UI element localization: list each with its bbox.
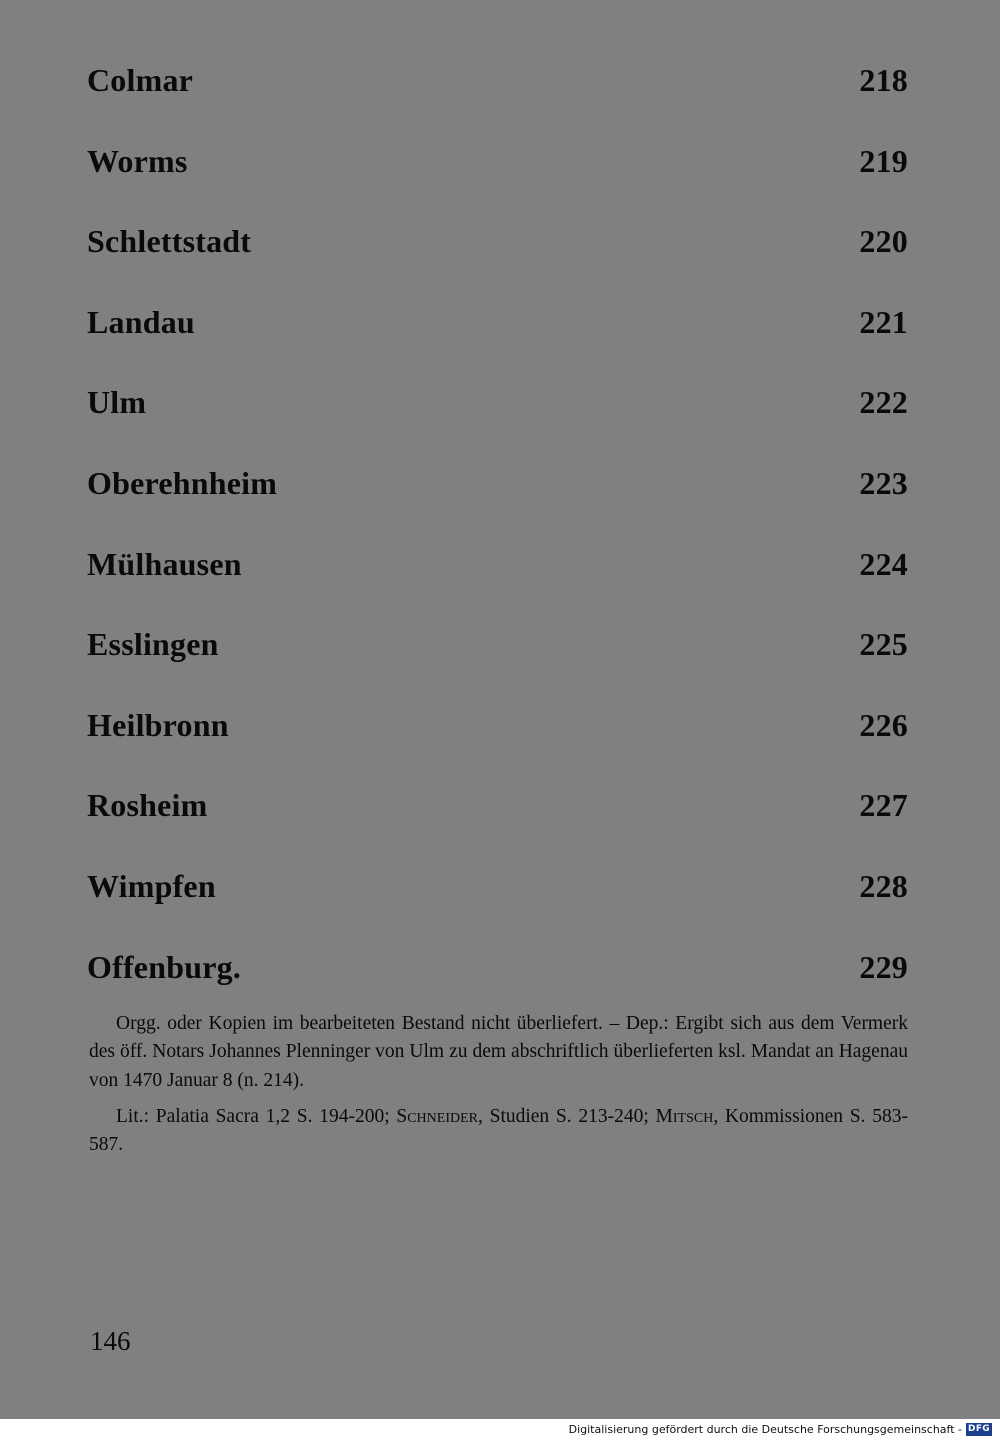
list-item (87, 539, 910, 620)
entry-number: 226 (859, 706, 908, 743)
entry-name: Schlettstadt (87, 223, 252, 260)
entry-name: Rosheim (87, 787, 208, 824)
list-item (87, 297, 910, 378)
author-name: Mitsch (655, 1105, 714, 1127)
entry-name: Mülhausen (87, 545, 242, 582)
recipient-list (87, 55, 910, 1022)
entry-number: 224 (859, 545, 908, 582)
dfg-logo: DFG (966, 1423, 992, 1436)
entry-number: 225 (859, 626, 908, 663)
entry-name: Oberehnheim (87, 464, 278, 501)
entry-name: Wimpfen (87, 867, 216, 904)
provenance-note: Orgg. oder Kopien im bearbeiteten Bestand nicht überliefert. – Dep.: Ergibt sich aus dem Vermerk des öff. Notars Johannes Plenninger von Ulm zu dem abschriftlich überlieferten ksl. Mandat an Hagenau von 1470 Januar 8 (n. 214). (89, 1013, 908, 1091)
entry-name: Ulm (87, 384, 147, 421)
entry-name: Colmar (87, 62, 194, 98)
entry-name: Esslingen (87, 626, 219, 663)
literature-text: Lit.: Palatia Sacra 1,2 S. 194-200; (116, 1105, 397, 1127)
list-item (87, 619, 910, 700)
entry-number: 220 (859, 223, 908, 260)
digitization-footer (569, 1421, 992, 1437)
list-item (87, 377, 910, 458)
entry-number: 227 (859, 787, 908, 824)
list-item (87, 458, 910, 539)
author-name: Schneider (396, 1105, 478, 1127)
footer-text: Digitalisierung gefördert durch die Deutsche Forschungsgemeinschaft - (568, 1422, 962, 1436)
entry-number: 223 (859, 464, 908, 501)
entry-number: 221 (859, 303, 908, 340)
literature-text: , Kommissionen S. 583-587. (89, 1105, 908, 1156)
entry-number: 229 (859, 948, 908, 985)
page-number: 146 (90, 1326, 131, 1356)
entry-name: Offenburg. (87, 948, 241, 985)
list-item (87, 136, 910, 217)
list-item (87, 216, 910, 297)
literature-note (89, 1103, 908, 1160)
list-item (87, 55, 910, 136)
editorial-notes (89, 1010, 908, 1159)
literature-text: , Studien S. 213-240; (477, 1105, 656, 1127)
entry-name: Heilbronn (87, 706, 229, 743)
entry-number: 219 (859, 142, 908, 179)
list-item (87, 861, 910, 942)
list-item (87, 780, 910, 861)
entry-name: Landau (87, 303, 195, 340)
entry-number: 218 (859, 62, 908, 98)
entry-number: 222 (859, 384, 908, 421)
entry-name: Worms (87, 142, 188, 179)
entry-number: 228 (859, 867, 908, 904)
list-item (87, 700, 910, 781)
